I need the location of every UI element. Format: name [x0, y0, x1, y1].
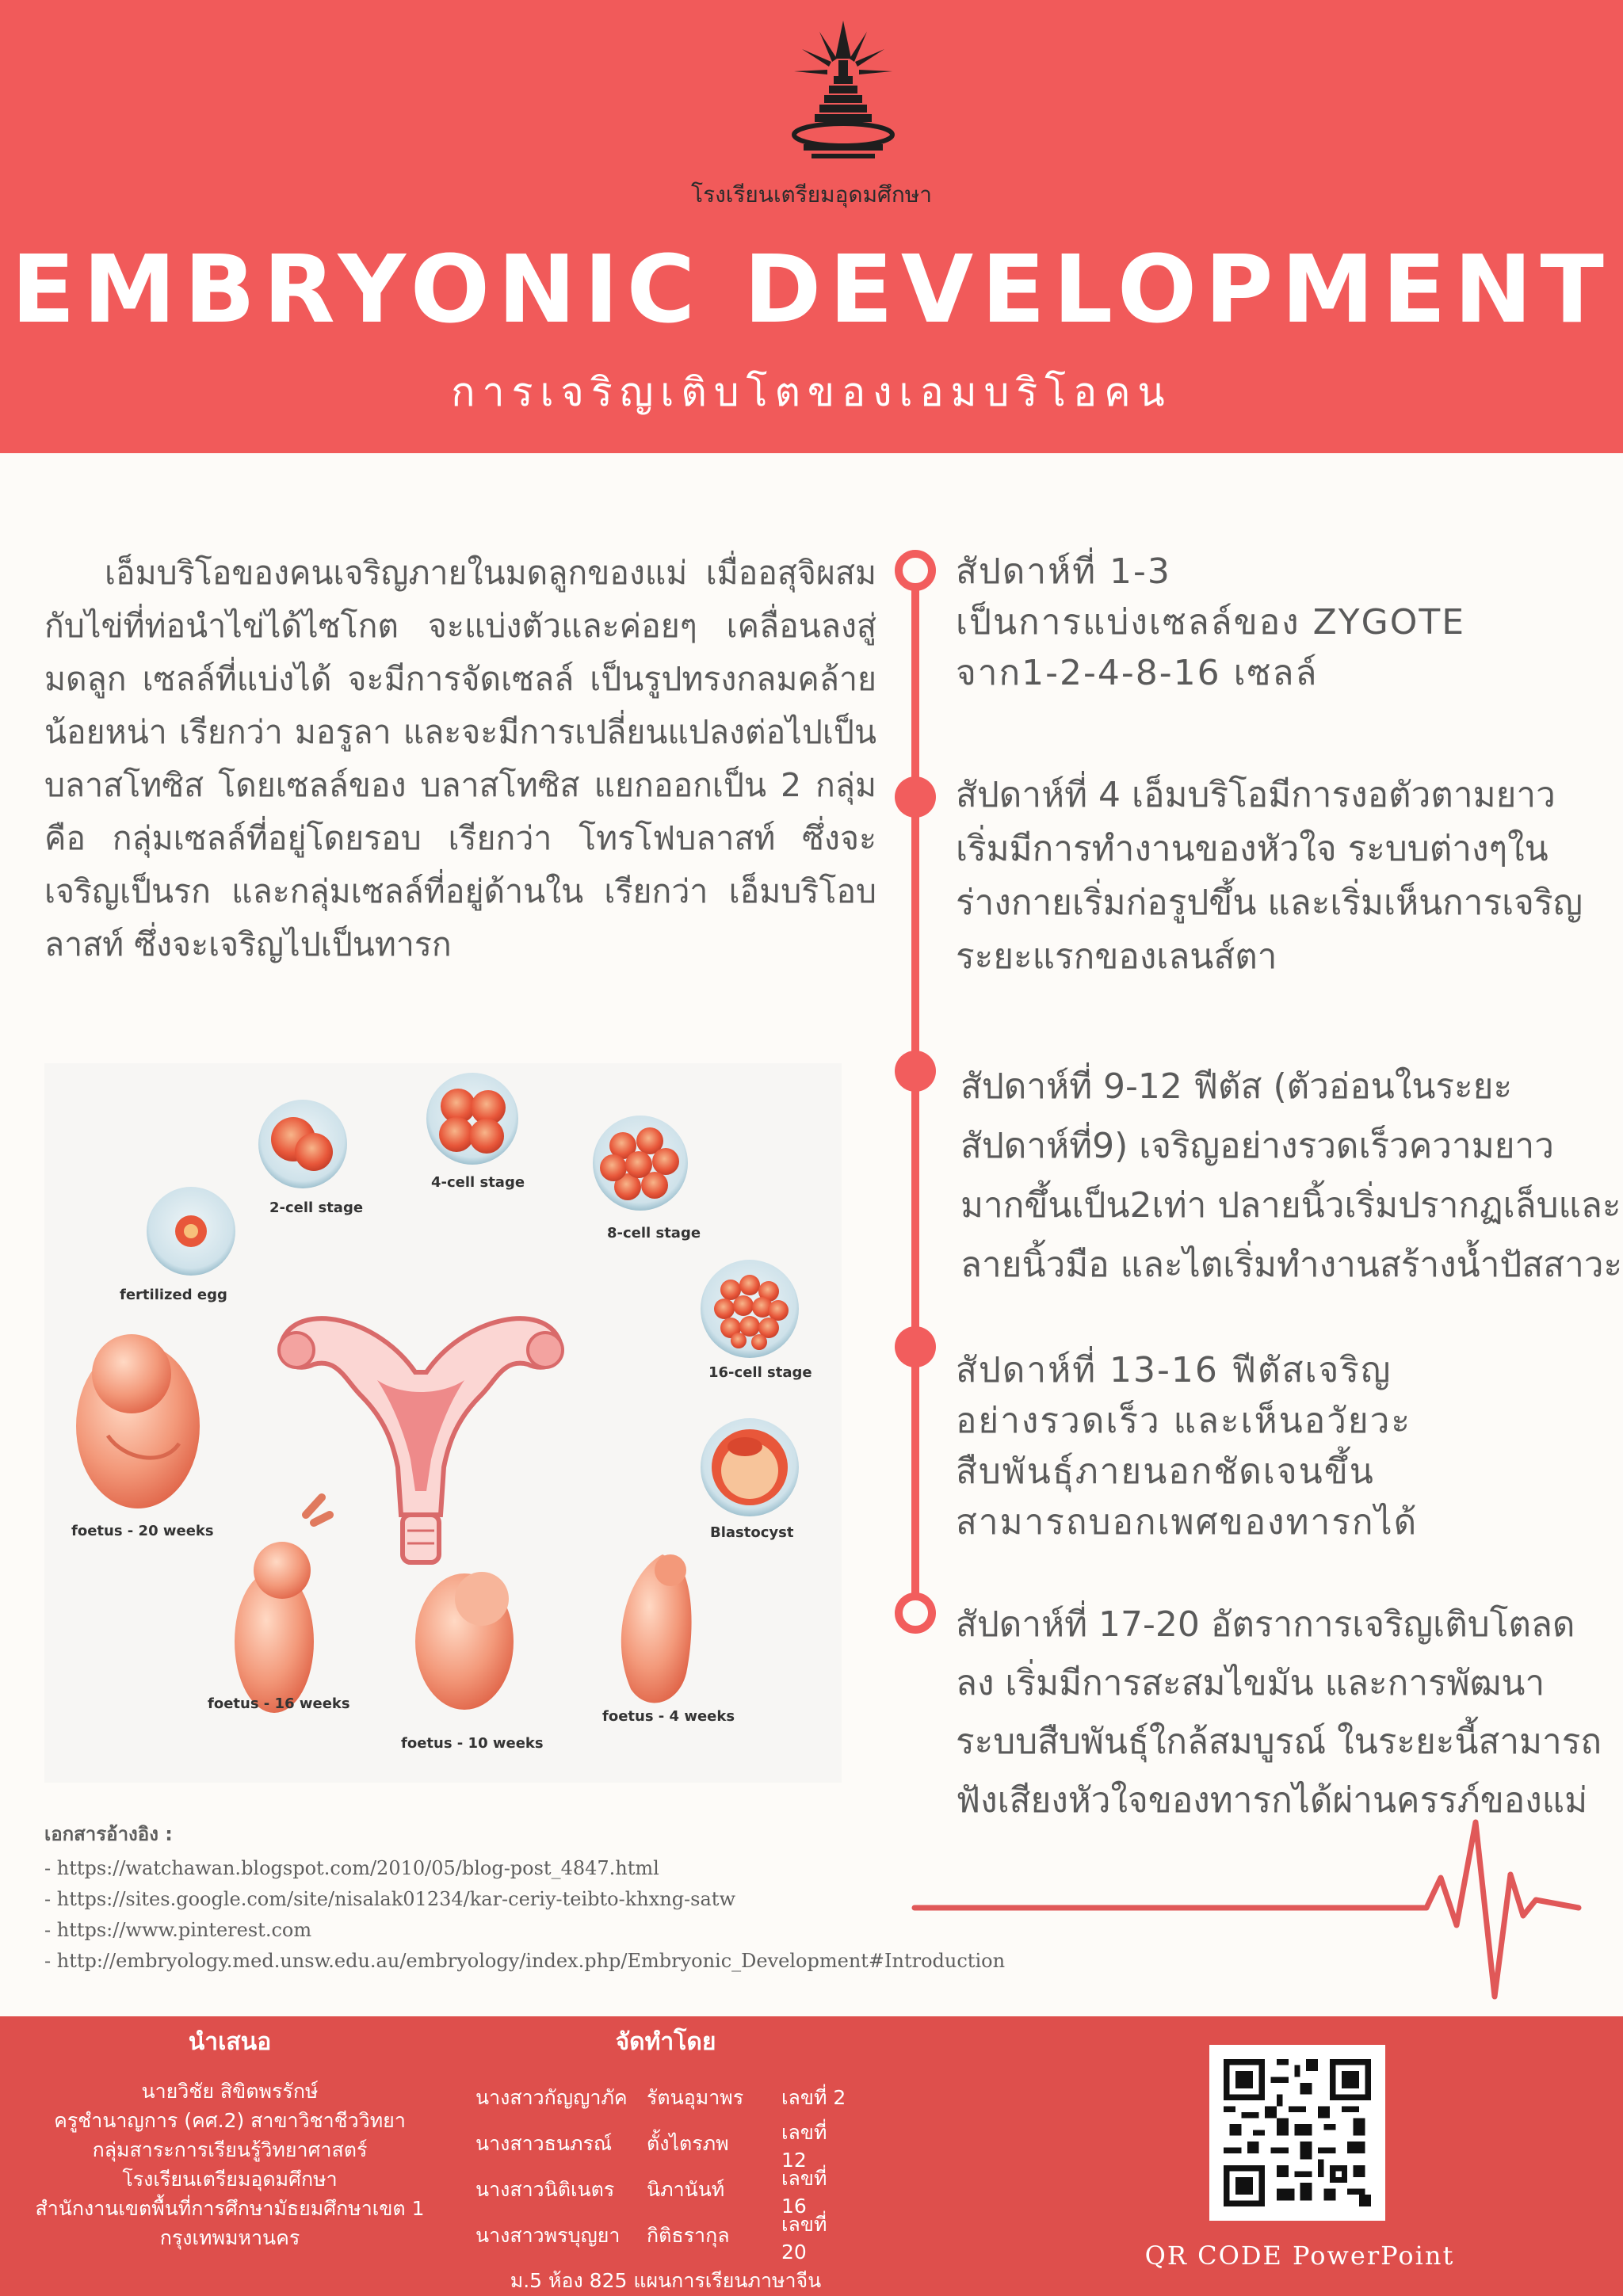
cell-8-stage — [593, 1116, 688, 1211]
timeline-entry-2: สัปดาห์ที่ 4 เอ็มบริโอมีการงอตัวตามยาว เริ่มมีการทำงานของหัวใจ ระบบต่างๆใน ร่างกายเริ่มก่อรูปขึ้น และเริ่มเห็นการเจริญ ระยะแรกของเลนส์ตา — [956, 775, 1583, 977]
uterus-diagram — [279, 1318, 563, 1562]
qr-code[interactable] — [1209, 2045, 1385, 2221]
cell-16-stage — [701, 1260, 799, 1358]
timeline-line — [911, 570, 919, 1613]
references-title: เอกสารอ้างอิง : — [44, 1823, 173, 1845]
reference-link-1[interactable]: - https://watchawan.blogspot.com/2010/05/blog-post_4847.html — [44, 1857, 659, 1879]
label-blastocyst: Blastocyst — [710, 1524, 794, 1541]
timeline-entry-5: สัปดาห์ที่ 17-20 อัตราการเจริญเติบโตลด ลง เริ่มมีการสะสมไขมัน และการพัฒนา ระบบสืบพันธุ์ใกล้สมบูรณ์ ในระยะนี้สามารถ ฟังเสียงหัวใจของทารกได้ผ่านครรภ์ของแม่ — [956, 1604, 1602, 1821]
timeline-node-3 — [895, 1051, 936, 1092]
timeline-node-2 — [895, 776, 936, 818]
reference-link-2[interactable]: - https://sites.google.com/site/nisalak01234/kar-ceriy-teibto-khxng-satw — [44, 1888, 735, 1910]
timeline-node-5 — [895, 1592, 936, 1634]
foetus-4-weeks — [621, 1554, 692, 1703]
qr-caption: QR CODE PowerPoint — [1144, 2241, 1455, 2271]
member-row: นางสาวกัญญาภัค รัตนอุมาพร เลขที่ 2 — [475, 2086, 846, 2109]
class-info: ม.5 ห้อง 825 แผนการเรียนภาษาจีน — [510, 2269, 822, 2292]
foetus-16-weeks — [235, 1497, 330, 1713]
fertilized-egg-cell — [147, 1187, 235, 1276]
label-foetus-20: foetus - 20 weeks — [71, 1523, 214, 1539]
presenter-block: นำเสนอ นายวิชัย สิขิตพรรักษ์ ครูชำนาญการ (คศ.2) สาขาวิชาชีววิทยา กลุ่มสาระการเรียนรู้วิทยาศาสตร์ โรงเรียนเตรียมอุดมศึกษา สำนักงานเขตพื้นที่การศึกษามัธยมศึกษาเขต 1 กรุงเทพมหานคร — [16, 2023, 444, 2252]
label-foetus-16: foetus - 16 weeks — [208, 1695, 350, 1712]
page-subtitle: การเจริญเติบโตของเอมบริโอคน — [451, 369, 1172, 415]
member-row: นางสาวพรบุญยา กิติธรากุล เลขที่ 20 — [475, 2212, 827, 2264]
reference-link-4[interactable]: - http://embryology.med.unsw.edu.au/embryology/index.php/Embryonic_Development#Introduction — [44, 1950, 1006, 1972]
member-row: นางสาวนิติเนตร นิภานันท์ เลขที่ 16 — [475, 2166, 827, 2218]
foetus-20-weeks — [76, 1334, 200, 1508]
timeline-node-4 — [895, 1326, 936, 1367]
timeline-entry-3: สัปดาห์ที่ 9-12 ฟีตัส (ตัวอ่อนในระยะ สัปดาห์ที่9) เจริญอย่างรวดเร็วความยาว มากขึ้นเป็น2เท่า ปลายนิ้วเริ่มปรากฏเล็บและ ลายนิ้วมือ และไตเริ่มทำงานสร้างน้ำปัสสาวะ — [960, 1066, 1623, 1285]
label-fertilized-egg: fertilized egg — [120, 1287, 227, 1303]
label-foetus-4: foetus - 4 weeks — [602, 1708, 735, 1725]
timeline-node-1 — [895, 550, 936, 591]
blastocyst-cell — [701, 1418, 799, 1516]
header-banner — [0, 0, 1623, 453]
member-row: นางสาวธนภรณ์ ตั้งไตรภพ เลขที่ 12 — [475, 2120, 827, 2172]
school-name: โรงเรียนเตรียมอุดมศึกษา — [691, 181, 932, 208]
timeline-entry-1: สัปดาห์ที่ 1-3 เป็นการแบ่งเซลล์ของ ZYGOTE จาก1-2-4-8-16 เซลล์ — [956, 551, 1466, 693]
qr-code-icon — [1224, 2059, 1371, 2206]
intro-paragraph: เอ็มบริโอของคนเจริญภายในมดลูกของแม่ เมื่ออสุจิผสมกับไข่ที่ท่อนำไข่ได้ไซโกต จะแบ่งตัวและค่อยๆ เคลื่อนลงสู่มดลูก เซลล์ที่แบ่งได้ จะมีการจัดเซลล์ เป็นรูปทรงกลมคล้ายน้อยหน่า เรียกว่า มอรูลา และจะมีการเปลี่ยนแปลงต่อไปเป็นบลาสโทซิส โดยเซลล์ของ บลาสโทซิส แยกออกเป็น 2 กลุ่ม คือ กลุ่มเซลล์ที่อยู่โดยรอบ เรียกว่า โทรโฟบลาสท์ ซึ่งจะเจริญเป็นรก และกลุ่มเซลล์ที่อยู่ด้านใน เรียกว่า เอ็มบริโอบลาสท์ ซึ่งจะเจริญไปเป็นทารก — [44, 554, 876, 963]
foetus-10-weeks — [415, 1572, 514, 1710]
label-foetus-10: foetus - 10 weeks — [401, 1735, 544, 1752]
authors-title: จัดทำโดย — [615, 2028, 716, 2056]
stages-diagram — [44, 1063, 842, 1783]
pagoda-crest-icon — [788, 17, 899, 165]
reference-link-3[interactable]: - https://www.pinterest.com — [44, 1919, 312, 1941]
label-16-cell: 16-cell stage — [708, 1364, 812, 1381]
cell-4-stage — [426, 1073, 518, 1165]
label-8-cell: 8-cell stage — [607, 1225, 701, 1241]
label-2-cell: 2-cell stage — [269, 1199, 364, 1216]
label-4-cell: 4-cell stage — [431, 1174, 525, 1191]
presenter-title: นำเสนอ — [188, 2028, 272, 2056]
cell-2-stage — [258, 1100, 347, 1188]
timeline-entry-4: สัปดาห์ที่ 13-16 ฟีตัสเจริญ อย่างรวดเร็ว และเห็นอวัยวะ สืบพันธุ์ภายนอกชัดเจนขึ้น สามารถบอกเพศของทารกได้ — [956, 1350, 1419, 1543]
embryo-stages-illustration — [44, 1063, 842, 1783]
references — [44, 1819, 1035, 1977]
authors-block — [475, 2023, 856, 2296]
page-title: EMBRYONIC DEVELOPMENT — [11, 235, 1612, 344]
